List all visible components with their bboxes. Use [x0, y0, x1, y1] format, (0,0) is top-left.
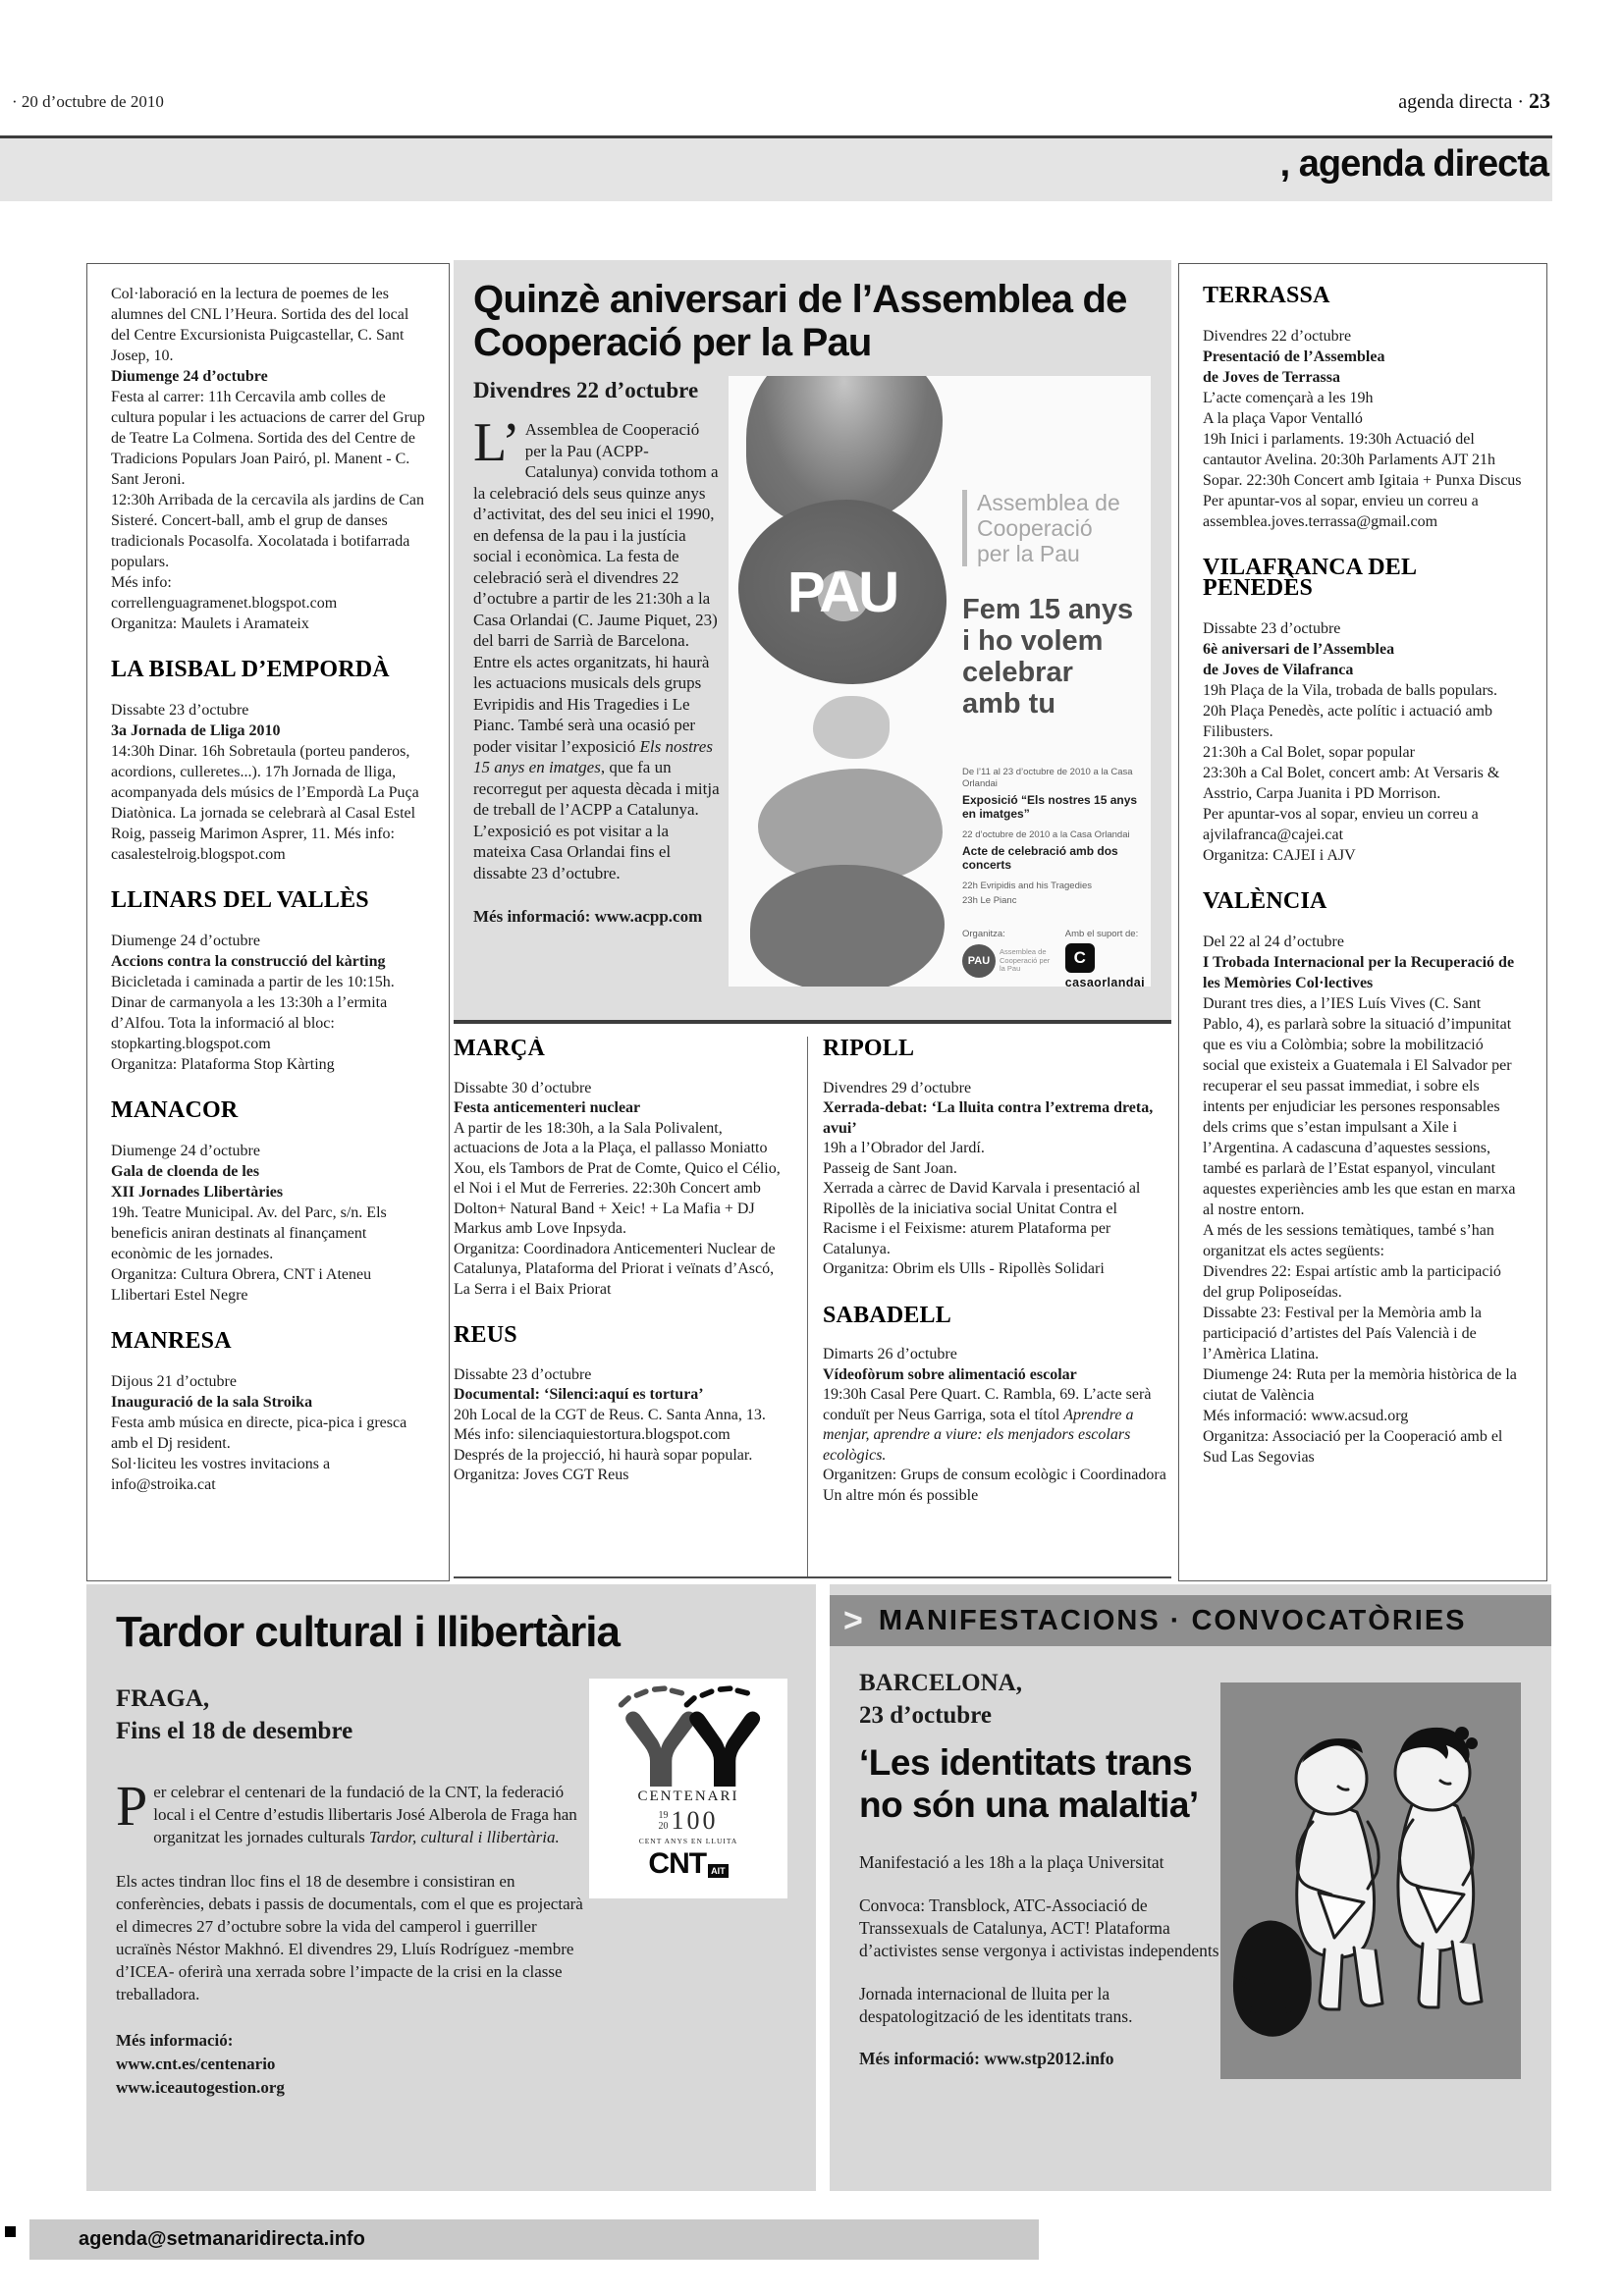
event-body [823, 1385, 1166, 1466]
cnt-year-19: 19 [658, 1810, 669, 1821]
event-body: Per apuntar-vos al sopar, envieu un correu a assemblea.joves.terrassa@gmail.com [1203, 493, 1479, 530]
section-title-vilafranca: VILAFRANCA DEL PENEDÈS [1203, 555, 1416, 601]
poster-details [962, 767, 1145, 987]
manifestacio-detail: Manifestació a les 18h a la plaça Universitat [859, 1852, 1164, 1872]
event-lead: XII Jornades Llibertàries [111, 1184, 284, 1201]
tardor-paragraph: Els actes tindran lloc fins el 18 de desembre i consistiran en conferències, debats i passis de documentals, com el que es projectarà el dimecres 27 d’octubre sobre la vida del camperol i guerriller ucraïnès Néstor Makhnó. El divendres 29, Lluís Rodríguez -membre d’ICEA- oferirà una xerrada sobre l’impacte de la crisi en la classe treballadora. [116, 1872, 583, 2003]
event-lead: Documental: ‘Silenci:aquí es tortura’ [454, 1386, 704, 1403]
event-date: Dijous 21 d’octubre [111, 1373, 237, 1390]
tardor-italic: Tardor, cultural i llibertària. [368, 1828, 560, 1846]
event-body: 19h Inici i parlaments. 19:30h Actuació del cantautor Avelina. 20:30h Parlaments AJT 21h Sopar. 22:30h Concert amb Igitaia + Punxa Discus [1203, 431, 1522, 489]
article-subtitle: Divendres 22 d’octubre [473, 378, 699, 402]
middle-bottom-rule [454, 1576, 1171, 1578]
intro-url: correllenguagramenet.blogspot.com [111, 595, 338, 612]
event-body: 19h a l’Obrador del Jardí. [823, 1140, 985, 1156]
event-date: Del 22 al 24 d’octubre [1203, 934, 1344, 950]
tardor-panel [86, 1584, 816, 2191]
arrow-icon: > [843, 1601, 863, 1639]
event-date: Divendres 22 d’octubre [1203, 328, 1352, 345]
manifestacions-band [830, 1595, 1551, 1646]
event-body: 20h Plaça Penedès, acte polític i actuació amb Filibusters. [1203, 703, 1492, 740]
event-lead: Xerrada-debat: ‘La lluita contra l’extrema dreta, avui’ [823, 1099, 1154, 1137]
event-lead: 6è aniversari de l’Assemblea [1203, 641, 1395, 658]
poster-headline-line: i ho volem [962, 625, 1104, 657]
event-organizer: Organitzen: Grups de consum ecològic i Coordinadora Un altre món és possible [823, 1467, 1166, 1504]
poster-brand-line: Assemblea de [977, 490, 1120, 515]
raised-hands-icon [605, 1684, 772, 1787]
cnt-tagline: CENT ANYS EN LLUITA [638, 1837, 738, 1845]
article-body [473, 412, 721, 883]
column-divider [807, 1037, 808, 1576]
cnt-centenari-text: CENTENARI [637, 1789, 739, 1804]
event-date: Dissabte 30 d’octubre [454, 1079, 592, 1096]
intro-paragraph: Festa al carrer: 11h Cercavila amb colles de cultura popular i les actuacions de carrer del Grup de Teatre La Colmena. Sortida des del Centre de Tradicions Populars Joan Pairó, pl. Manent - C. Sant Jeroni. [111, 389, 425, 488]
tardor-url: www.cnt.es/centenario [116, 2055, 276, 2073]
poster-text-block [962, 490, 1145, 720]
ink-blot [750, 865, 945, 987]
event-lead: Accions contra la construcció del kàrting [111, 953, 386, 970]
event-organizer: Organitza: Cultura Obrera, CNT i Ateneu Llibertari Estel Negre [111, 1266, 372, 1304]
section-title-llinars: LLINARS DEL VALLÈS [111, 887, 369, 913]
event-organizer: Organitza: Obrim els Ulls - Ripollès Solidari [823, 1260, 1105, 1277]
poster-headline-line: Fem 15 anys [962, 594, 1134, 625]
event-date: Diumenge 24 d’octubre [111, 1143, 260, 1159]
section-title-ripoll: RIPOLL [823, 1037, 915, 1061]
event-body-italic: Aprendre a menjar, aprendre a viure: els menjadors escolars ecològics. [823, 1406, 1134, 1464]
intro-paragraph: 12:30h Arribada de la cercavila als jardins de Can Sisteré. Concert-ball, amb el grup de danses tradicionals Pocasolfa. Xocolatada i botifarrada populars. [111, 492, 424, 570]
intro-date: Diumenge 24 d’octubre [111, 368, 268, 385]
section-title-valencia: VALÈNCIA [1203, 888, 1327, 914]
poster-brand [962, 490, 1145, 566]
manifestacio-entry [859, 1667, 1227, 2069]
poster-organizer [962, 929, 1055, 987]
poster-organizer-label: Organitza: [962, 929, 1005, 939]
event-body: L’acte començarà a les 19h [1203, 390, 1374, 406]
manifestacio-place: BARCELONA, [859, 1670, 1022, 1696]
event-body: A partir de les 18:30h, a la Sala Polivalent, actuacions de Jota a la Plaça, el pallasso Moniatto Xou, els Tambors de Prat de Comte, Quico el Célio, el Noi i el Mut de Ferreries. 22:30h Concert amb Dolton+ Natural Band + Xeic! + La Mafia + DJ Markus amb Love Inpsyda. [454, 1119, 781, 1237]
poster-brand-line: Cooperació [977, 515, 1093, 541]
column-marca-reus [454, 1037, 792, 1576]
event-body: Durant tres dies, a l’IES Luís Vives (C. Sant Pablo, 4), es parlarà sobre la situació d’impunitat que es viu a Colòmbia; sobre la mobilització social que existeix a Guatemala i El Salvador per recuperar el seu passat immediat, i sobre els intents per enjudiciar les persones responsables dels crims que s’estan impulsant a Xile i l’Argentina. A cadascuna d’aquestes sessions, també es parlarà de l’Estat espanyol, vinculant aquestes experiències amb les que estan en marxa al nostre entorn. [1203, 995, 1516, 1218]
cnt-logo-text: CNT [648, 1847, 707, 1880]
footer-email: agenda@setmanaridirecta.info [79, 2228, 365, 2250]
event-body: Xerrada a càrrec de David Karvala i presentació al Ripollès de la iniciativa social Unitat Contra el Racisme i el Feixisme: aturem Plataforma per Catalunya. [823, 1180, 1141, 1257]
event-organizer: Organitza: Plataforma Stop Kàrting [111, 1056, 335, 1073]
event-date: Dissabte 23 d’octubre [1203, 620, 1341, 637]
event-body: Per apuntar-vos al sopar, envieu un correu a ajvilafranca@cajei.cat [1203, 806, 1479, 843]
ait-badge: AIT [708, 1864, 729, 1878]
cnt-100-text: 100 [671, 1806, 719, 1835]
right-column [1178, 263, 1547, 1581]
article-body-text: Assemblea de Cooperació per la Pau (ACPP-Catalunya) convida tothom a la celebració dels seus quinze anys d’activitat, des del seu inici el 1990, en defensa de la pau i la justícia social i econòmica. La festa de celebració serà el divendres 22 d’octubre a partir de les 21:30h a la Casa Orlandai (C. Jaume Piquet, 23) del barri de Sarrià de Barcelona. Entre els actes organitzats, hi haurà les actuacions musicals dels grups Evripidis and His Tragedies i Le Pianc. També serà una ocasió per poder visitar l’exposició [473, 420, 719, 756]
manifestacio-more-info: Més informació: www.stp2012.info [859, 2049, 1114, 2068]
poster-expo-date: De l’11 al 23 d’octubre de 2010 a la Casa Orlandai [962, 767, 1133, 789]
drop-cap: P [116, 1774, 148, 1838]
event-more-info: Més informació: www.acsud.org [1203, 1408, 1409, 1424]
manifestacio-date: 23 d’octubre [859, 1702, 992, 1729]
page-number: 23 [1529, 88, 1550, 113]
event-date: Divendres 29 d’octubre [823, 1079, 972, 1096]
event-organizer: Organitza: Coordinadora Anticementeri Nuclear de Catalunya, Plataforma del Priorat i veïnats d’Ascó, La Serra i el Baix Priorat [454, 1240, 776, 1298]
cnt-year-20: 20 [658, 1821, 669, 1832]
article-body-italic: Els nostres 15 anys en imatges [473, 736, 713, 776]
header-date: · 20 d’octubre de 2010 [12, 92, 164, 111]
event-organizer: Organitza: CAJEI i AJV [1203, 847, 1356, 864]
event-date: Dimarts 26 d’octubre [823, 1346, 957, 1362]
event-body: Dissabte 23: Festival per la Memòria amb la participació d’artistes del País Valencià i de l’Amèrica Llatina. [1203, 1305, 1482, 1362]
feature-article [454, 260, 1171, 1024]
section-title-manacor: MANACOR [111, 1097, 239, 1123]
poster-concert: 23h Le Pianc [962, 895, 1017, 906]
event-body: Més info: silenciaquiestortura.blogspot.com [454, 1426, 730, 1443]
tardor-place: FRAGA, [116, 1685, 210, 1712]
event-body: Bicicletada i caminada a partir de les 10:15h. Dinar de carmanyola a les 13:30h a l’ermita d’Alfou. Tota la informació al bloc: stopkarting.blogspot.com [111, 974, 395, 1052]
pau-mini-logo-caption: Assemblea de Cooperació per la Pau [1000, 947, 1051, 974]
folio-text: agenda directa · [1398, 91, 1524, 113]
event-body: A la plaça Vapor Ventalló [1203, 410, 1363, 427]
tardor-paragraph: er celebrar el centenari de la fundació de la CNT, la federació local i el Centre d’estudis llibertaris José Alberola de Fraga han organitzat les jornades culturals [153, 1783, 577, 1846]
event-body: 19h Plaça de la Vila, trobada de balls populars. [1203, 682, 1497, 699]
event-body: 20h Local de la CGT de Reus. C. Santa Anna, 13. [454, 1406, 766, 1423]
event-lead: Festa anticementeri nuclear [454, 1099, 641, 1116]
header-folio [1398, 88, 1550, 114]
event-body: 23:30h a Cal Bolet, concert amb: At Versaris & Asstrio, Carpa Juanita i PD Morrison. [1203, 765, 1500, 802]
manifestacions-panel [830, 1584, 1551, 2191]
tardor-text [116, 1774, 585, 2100]
event-lead: Vídeofòrum sobre alimentació escolar [823, 1365, 1077, 1383]
event-body: 21:30h a Cal Bolet, sopar popular [1203, 744, 1415, 761]
event-organizer: Organitza: Associació per la Cooperació amb el Sud Las Segovias [1203, 1428, 1503, 1466]
intro-paragraph: Col·laboració en la lectura de poemes de les alumnes del CNL l’Heura. Sortida des del local del Centre Excursionista Puigcastellar, C. Sant Josep, 10. [111, 286, 409, 364]
event-lead: de Joves de Vilafranca [1203, 662, 1354, 678]
event-body: 19h. Teatre Municipal. Av. del Parc, s/n. Els beneficis aniran destinats al finançament econòmic de les jornades. [111, 1204, 387, 1262]
event-date: Diumenge 24 d’octubre [111, 933, 260, 949]
event-lead: 3a Jornada de Lliga 2010 [111, 722, 281, 739]
manifestacions-banner-text: MANIFESTACIONS · CONVOCATÒRIES [878, 1604, 1467, 1636]
article-title: Quinzè aniversari de l’Assemblea de Cooperació per la Pau [473, 278, 1127, 364]
event-body: A més de les sessions temàtiques, també s’han organitzat els actes següents: [1203, 1222, 1494, 1259]
event-lead: I Trobada Internacional per la Recuperació de les Memòries Col·lectives [1203, 954, 1515, 991]
headline-line: ‘Les identitats trans [859, 1742, 1193, 1783]
event-body: Després de la projecció, hi haurà sopar popular. [454, 1446, 753, 1464]
poster-headline-line: celebrar [962, 657, 1073, 688]
tardor-info-label: Més informació: [116, 2031, 234, 2050]
event-lead: de Joves de Terrassa [1203, 369, 1340, 386]
article-more-info: Més informació: www.acpp.com [473, 907, 703, 926]
manifestacio-jornada: Jornada internacional de lluita per la despatologització de les identitats trans. [859, 1984, 1133, 2026]
cnt-centenary-logo [589, 1679, 787, 1898]
column-ripoll-sabadell [823, 1037, 1166, 1576]
ink-blot-pau [738, 500, 947, 684]
poster-acte-date: 22 d’octubre de 2010 a la Casa Orlandai [962, 829, 1130, 840]
event-body: Passeig de Sant Joan. [823, 1159, 957, 1177]
headline-line: no són una malaltia’ [859, 1785, 1199, 1825]
event-body: Festa amb música en directe, pica-pica i gresca amb el Dj resident. [111, 1415, 407, 1452]
tardor-url: www.iceautogestion.org [116, 2078, 285, 2097]
poster-expo-title: Exposició “Els nostres 15 anys en imatges” [962, 793, 1138, 821]
section-title-manresa: MANRESA [111, 1328, 232, 1354]
poster-acte-title: Acte de celebració amb dos concerts [962, 844, 1118, 872]
event-body: Diumenge 24: Ruta per la memòria històrica de la ciutat de València [1203, 1366, 1517, 1404]
event-body: Sol·liciteu les vostres invitacions a info@stroika.cat [111, 1456, 331, 1493]
section-title-marca: MARÇÀ [454, 1037, 545, 1061]
article-text-column [473, 376, 721, 987]
event-date: Dissabte 23 d’octubre [111, 702, 249, 719]
section-title-sabadell: SABADELL [823, 1302, 951, 1328]
intro-more-label: Més info: [111, 574, 172, 591]
event-body-text: 19:30h Casal Pere Quart. C. Rambla, 69. L’acte serà conduït per Neus Garriga, sota el títol [823, 1386, 1152, 1423]
event-organizer: Organitza: Joves CGT Reus [454, 1467, 629, 1483]
babies-illustration [1220, 1682, 1521, 2079]
tardor-title: Tardor cultural i llibertària [116, 1608, 620, 1656]
drop-cap: L’ [473, 412, 520, 473]
event-lead: Inauguració de la sala Stroika [111, 1394, 313, 1411]
pau-logo [787, 560, 897, 625]
event-body: Divendres 22: Espai artístic amb la participació del grup Poliposeídas. [1203, 1263, 1501, 1301]
poster-supporter [1065, 929, 1145, 987]
pau-logo-text: PAU [786, 560, 898, 624]
section-title-reus: REUS [454, 1322, 517, 1348]
pau-poster-image [729, 376, 1151, 987]
ink-blot [813, 696, 890, 759]
left-column [86, 263, 450, 1581]
section-title-terrassa: TERRASSA [1203, 283, 1330, 308]
manifestacio-headline [859, 1741, 1227, 1826]
poster-headline [962, 594, 1145, 720]
manifestacio-convoca: Convoca: Transblock, ATC-Associació de Transsexuals de Catalunya, ACT! Plataforma d’activistes sense vergonya i activistas independents [859, 1896, 1219, 1960]
pau-mini-logo: PAU [962, 944, 996, 978]
poster-headline-line: amb tu [962, 688, 1056, 720]
footer-square-marker [5, 2226, 16, 2237]
event-date: Dissabte 23 d’octubre [454, 1365, 592, 1383]
article-body-text: , que fa un recorregut per aquesta dècada i mitja de treball de l’ACPP a Catalunya. L’exposició es pot visitar a la mateixa Casa Orlandai fins el dissabte 23 d’octubre. [473, 758, 720, 882]
casaorlandai-icon: C [1065, 943, 1095, 973]
poster-support-label: Amb el suport de: [1064, 929, 1139, 939]
intro-organizer: Organitza: Maulets i Aramateix [111, 615, 309, 632]
event-lead: Gala de cloenda de les [111, 1163, 260, 1180]
poster-brand-line: per la Pau [977, 541, 1080, 566]
event-lead: Presentació de l’Assemblea [1203, 348, 1385, 365]
poster-concert: 22h Evripidis and his Tragedies [962, 881, 1093, 891]
section-title-bisbal: LA BISBAL D’EMPORDÀ [111, 657, 390, 682]
event-body: 14:30h Dinar. 16h Sobretaula (porteu panderos, acordions, culleretes...). 17h Jornada de lliga, acompanyada dels músics de l’Empordà La Puça Diatònica. La jornada se celebrarà al Casal Estel Roig, passeig Marimon Asprer, 11. Més info: casalestelroig.blogspot.com [111, 743, 419, 863]
tardor-dates: Fins el 18 de desembre [116, 1718, 353, 1744]
casaorlandai-logo-text: casaorlandai [1064, 976, 1145, 987]
section-nameplate: , agenda directa [1279, 143, 1548, 185]
